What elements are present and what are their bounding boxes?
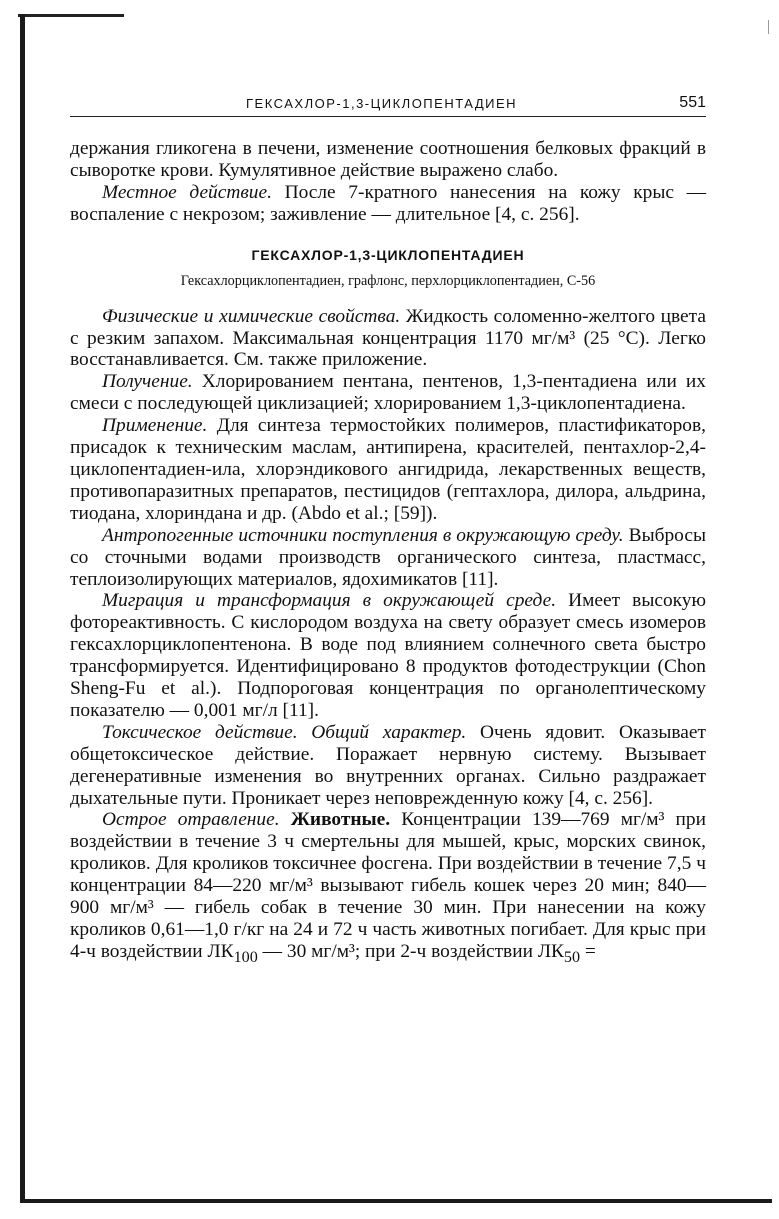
page-number: 551 bbox=[679, 94, 706, 111]
running-title: ГЕКСАХЛОР-1,3-ЦИКЛОПЕНТАДИЕН bbox=[246, 96, 518, 111]
section-label: Физические и химические свойства. bbox=[102, 305, 401, 327]
acute-text-end: = bbox=[580, 940, 596, 962]
section-label: Применение. bbox=[102, 415, 208, 437]
section-text: Жидкость соломенно-желтого цвета с резким запахом. Максимальная концентрация 1170 мг/м³ (25 °С). Легко восстанавливается. См. также приложение. bbox=[70, 305, 706, 371]
scan-bottom-edge bbox=[20, 1199, 772, 1203]
acute-sublabel: Животные. bbox=[279, 809, 391, 831]
acute-text-middle: — 30 мг/м³; при 2-ч воздействии ЛК bbox=[257, 940, 564, 962]
running-head bbox=[70, 94, 706, 117]
section-production bbox=[70, 371, 706, 415]
section-text: Для синтеза термостойких полимеров, пластификаторов, присадок к техническим маслам, антипирена, красителей, пентахлор-2,4-циклопентадиен-ила, хлорэндикового ангидрида, лекарственных веществ, противопаразитных препаратов, пестицидов (гептахлора, дилора, альдрина, тиодана, хлориндана и др. (Abdo et al.; [59]). bbox=[70, 415, 706, 524]
acute-label: Острое отравление. bbox=[102, 809, 280, 831]
section-toxic-action bbox=[70, 722, 706, 810]
section-physical-chemical bbox=[70, 306, 706, 372]
top-rule bbox=[18, 14, 124, 17]
section-label: Антропогенные источники поступления в окружающую среду. bbox=[102, 524, 624, 546]
scan-left-edge bbox=[20, 14, 25, 1202]
local-action-text: После 7-кратного нанесения на кожу крыс — воспаление с некрозом; заживление — длительное [4, с. 256]. bbox=[70, 181, 707, 225]
section-text: Хлорированием пентана, пентенов, 1,3-пентадиена или их смеси с последующей циклизацией; хлорированием 1,3-циклопентадиена. bbox=[70, 371, 706, 415]
article-title: ГЕКСАХЛОР-1,3-ЦИКЛОПЕНТАДИЕН bbox=[251, 246, 525, 263]
lc-subscript-100: 100 bbox=[233, 948, 258, 966]
page-content bbox=[70, 138, 706, 969]
section-migration bbox=[70, 590, 706, 721]
section-label: Токсическое действие. Общий характер. bbox=[102, 721, 467, 743]
section-anthropogenic-sources bbox=[70, 525, 706, 591]
section-label: Миграция и трансформация в окружающей среде. bbox=[102, 590, 557, 612]
local-action-paragraph bbox=[70, 182, 706, 226]
lc-subscript-50: 50 bbox=[563, 948, 581, 966]
article-synonyms: Гексахлорциклопентадиен, графлонс, перхлорциклопентадиен, С-56 bbox=[180, 272, 596, 289]
scan-right-mark bbox=[768, 20, 769, 34]
continuation-paragraph bbox=[70, 138, 706, 182]
section-text: Выбросы со сточными водами производств органического синтеза, пластмасс, теплоизолирующих материалов, ядохимикатов [11]. bbox=[70, 524, 706, 590]
continuation-text: держания гликогена в печени, изменение соотношения белковых фракций в сыворотке крови. Кумулятивное действие выражено слабо. bbox=[70, 138, 706, 181]
section-text: Имеет высокую фотореактивность. С кислородом воздуха на свету образует смесь изомеров гексахлорциклопентенона. В воде под влиянием солнечного света быстро трансформируется. Идентифицировано 8 продуктов фотодеструкции (Chon Sheng-Fu et al.). Подпороговая концентрация по органолептическому показателю — 0,001 мг/л [11]. bbox=[70, 590, 706, 721]
acute-text: Концентрации 139—769 мг/м³ при воздействии в течение 3 ч смертельны для мышей, крыс, морских свинок, кроликов. Для кроликов токсичнее фосгена. При воздействии в течение 7,5 ч концентрации 84—220 мг/м³ вызывают гибель кошек через 20 мин; 840—900 мг/м³ — гибель собак в течение 30 мин. При нанесении на кожу кроликов 0,61—1,0 г/кг на 24 и 72 ч часть животных погибает. Для крыс при 4-ч воздействии ЛК bbox=[70, 809, 706, 962]
section-text: Очень ядовит. Оказывает общетоксическое действие. Поражает нервную систему. Вызывает дегенеративные изменения во внутренних органах. Сильно раздражает дыхательные пути. Проникает через неповрежденную кожу [4, с. 256]. bbox=[70, 721, 706, 809]
section-acute-poisoning bbox=[70, 809, 706, 968]
section-application bbox=[70, 415, 706, 525]
section-label: Получение. bbox=[102, 371, 193, 393]
local-action-label: Местное действие. bbox=[102, 181, 272, 203]
